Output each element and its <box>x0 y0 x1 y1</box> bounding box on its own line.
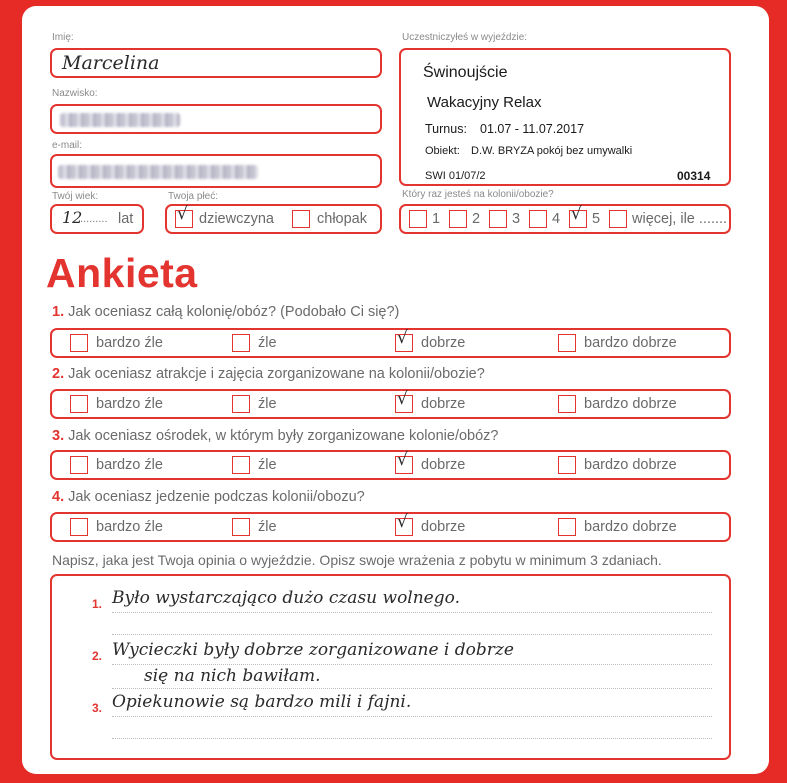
opinion-line-3: Opiekunowie są bardzo mili i fajni. <box>112 692 412 712</box>
scale-label: bardzo dobrze <box>584 519 677 535</box>
q3-option-bad[interactable] <box>232 456 250 474</box>
question-number: 3. <box>52 428 65 444</box>
times-4-label: 4 <box>552 211 561 227</box>
question-number: 4. <box>52 489 65 505</box>
times-3-label: 3 <box>512 211 521 227</box>
times-more-checkbox[interactable] <box>609 210 627 228</box>
gender-label: Twoja płeć: <box>168 191 219 202</box>
trip-label: Uczestniczyłeś w wyjeździe: <box>402 32 528 43</box>
answer-row-1 <box>50 328 731 358</box>
dotted-line <box>112 664 712 665</box>
q3-option-good[interactable] <box>395 450 413 474</box>
obiekt-label: Obiekt: <box>425 145 460 157</box>
scale-label: bardzo dobrze <box>584 335 677 351</box>
q2-option-bad[interactable] <box>232 395 250 413</box>
check-mark-icon: √ <box>177 204 188 224</box>
opinion-line-2-continued: się na nich bawiłam. <box>144 666 321 686</box>
gender-female-label: dziewczyna <box>199 211 274 227</box>
times-3-checkbox[interactable] <box>489 210 507 228</box>
redacted-email <box>58 165 258 179</box>
gender-group <box>165 204 382 234</box>
turnus-label: Turnus: <box>425 122 467 136</box>
times-1-checkbox[interactable] <box>409 210 427 228</box>
times-5-label: 5 <box>592 211 601 227</box>
check-mark-icon: √ <box>571 204 582 224</box>
dotted-line <box>112 716 712 717</box>
question-number: 2. <box>52 366 65 382</box>
q1-option-good[interactable] <box>395 328 413 352</box>
scale-label: dobrze <box>421 457 466 473</box>
turnus-value: 01.07 - 11.07.2017 <box>480 122 585 136</box>
question-text: Jak oceniasz atrakcje i zajęcia zorganizowane na kolonii/obozie? <box>68 366 485 382</box>
scale-label: bardzo źle <box>96 519 163 535</box>
dotted-line <box>112 634 712 635</box>
age-unit: lat <box>118 211 134 227</box>
dotted-line <box>112 688 712 689</box>
scale-label: dobrze <box>421 519 466 535</box>
age-label: Twój wiek: <box>52 191 99 202</box>
scale-label: bardzo źle <box>96 396 163 412</box>
times-5-checkbox[interactable] <box>569 204 587 228</box>
times-label: Który raz jesteś na kolonii/obozie? <box>402 189 554 200</box>
scale-label: źle <box>258 335 277 351</box>
scale-label: źle <box>258 457 277 473</box>
q4-option-very-bad[interactable] <box>70 518 88 536</box>
answer-row-2 <box>50 389 731 419</box>
q1-option-very-good[interactable] <box>558 334 576 352</box>
times-2-checkbox[interactable] <box>449 210 467 228</box>
name-value: Marcelina <box>62 52 160 74</box>
check-mark-icon: √ <box>397 389 408 409</box>
email-field[interactable] <box>50 154 382 188</box>
surname-field[interactable] <box>50 104 382 134</box>
check-mark-icon: √ <box>397 328 408 348</box>
opinion-line-2: Wycieczki były dobrze zorganizowane i dobrze <box>112 640 514 660</box>
dotted-line <box>112 738 712 739</box>
gender-female-checkbox[interactable] <box>175 204 193 228</box>
check-mark-icon: √ <box>397 512 408 532</box>
answer-row-3 <box>50 450 731 480</box>
q2-option-very-good[interactable] <box>558 395 576 413</box>
age-field[interactable] <box>50 204 144 234</box>
question-1 <box>52 304 399 320</box>
trip-number: 00314 <box>677 169 711 183</box>
opinion-line-1: Było wystarczająco dużo czasu wolnego. <box>112 588 460 608</box>
opinion-number: 2. <box>92 649 103 663</box>
email-label: e-mail: <box>52 140 83 151</box>
name-label: Imię: <box>52 32 74 43</box>
gender-male-label: chłopak <box>317 211 367 227</box>
question-3 <box>52 428 498 444</box>
times-1-label: 1 <box>432 211 441 227</box>
q4-option-very-good[interactable] <box>558 518 576 536</box>
scale-label: dobrze <box>421 335 466 351</box>
question-number: 1. <box>52 304 65 320</box>
q4-option-bad[interactable] <box>232 518 250 536</box>
q1-option-very-bad[interactable] <box>70 334 88 352</box>
q3-option-very-bad[interactable] <box>70 456 88 474</box>
question-text: Jak oceniasz ośrodek, w którym były zorganizowane kolonie/obóz? <box>68 428 499 444</box>
age-value: 12 <box>62 208 83 227</box>
times-group <box>399 204 731 234</box>
surname-label: Nazwisko: <box>52 88 98 99</box>
scale-label: bardzo dobrze <box>584 396 677 412</box>
gender-male-checkbox[interactable] <box>292 210 310 228</box>
trip-info-box <box>399 48 731 186</box>
dotted-line <box>112 612 712 613</box>
age-dots: ......... <box>80 213 108 225</box>
q2-option-very-bad[interactable] <box>70 395 88 413</box>
name-field[interactable] <box>50 48 382 78</box>
q4-option-good[interactable] <box>395 512 413 536</box>
question-4 <box>52 489 365 505</box>
scale-label: bardzo dobrze <box>584 457 677 473</box>
times-2-label: 2 <box>472 211 481 227</box>
q1-option-bad[interactable] <box>232 334 250 352</box>
question-text: Jak oceniasz całą kolonię/obóz? (Podobało Ci się?) <box>68 304 400 320</box>
times-4-checkbox[interactable] <box>529 210 547 228</box>
trip-code: SWI 01/07/2 <box>425 170 486 182</box>
scale-label: bardzo źle <box>96 457 163 473</box>
obiekt-value: D.W. BRYZA pokój bez umywalki <box>471 145 633 157</box>
q3-option-very-good[interactable] <box>558 456 576 474</box>
answer-row-4 <box>50 512 731 542</box>
redacted-surname <box>60 113 180 127</box>
opinion-number: 1. <box>92 597 103 611</box>
opinion-number: 3. <box>92 701 103 715</box>
scale-label: źle <box>258 396 277 412</box>
trip-city: Świnoujście <box>423 64 508 81</box>
q2-option-good[interactable] <box>395 389 413 413</box>
question-2 <box>52 366 485 382</box>
check-mark-icon: √ <box>397 450 408 470</box>
scale-label: bardzo źle <box>96 335 163 351</box>
scale-label: dobrze <box>421 396 466 412</box>
opinion-prompt: Napisz, jaka jest Twoja opinia o wyjeździe. Opisz swoje wrażenia z pobytu w minimum 3 zdaniach. <box>52 552 662 568</box>
trip-program: Wakacyjny Relax <box>427 94 542 111</box>
survey-title: Ankieta <box>46 250 198 296</box>
survey-sheet <box>22 6 769 774</box>
question-text: Jak oceniasz jedzenie podczas kolonii/obozu? <box>68 489 365 505</box>
times-more-label: więcej, ile ....... <box>632 211 728 227</box>
scale-label: źle <box>258 519 277 535</box>
opinion-box[interactable] <box>50 574 731 760</box>
